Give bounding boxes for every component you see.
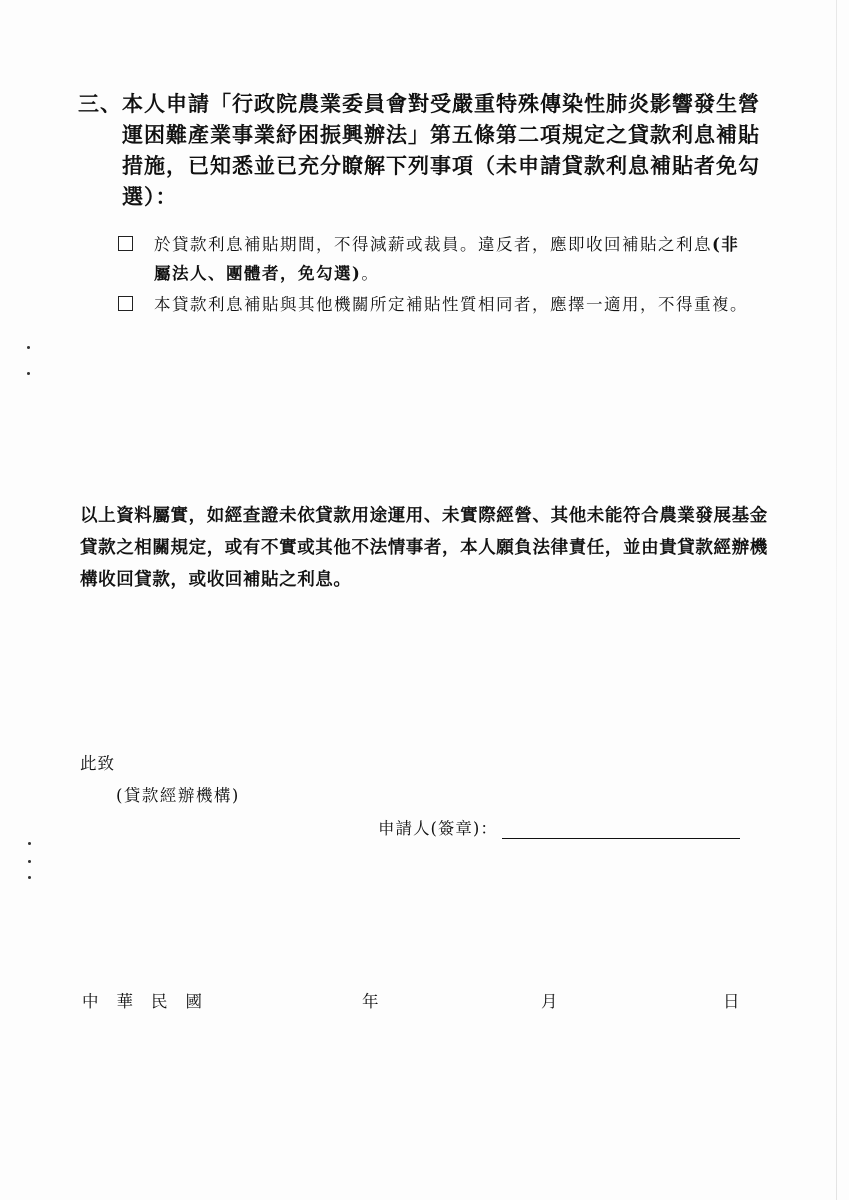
check-item-text: 於貸款利息補貼期間，不得減薪或裁員。違反者，應即收回補貼之利息(非屬法人、團體者，免勾選)。 — [154, 235, 740, 283]
bold-note: (非屬法人、團體者，免勾選) — [154, 235, 740, 283]
checkbox-no-salary-cut[interactable] — [118, 236, 133, 251]
check-item-no-duplicate-subsidy — [118, 290, 748, 319]
signature-label: 申請人(簽章)： — [378, 819, 498, 838]
scan-edge-line — [836, 0, 837, 1200]
check-item-no-salary-cut — [118, 230, 748, 288]
scan-speck — [28, 842, 31, 845]
date-month-label: 月 — [541, 992, 558, 1011]
checkbox-no-duplicate-subsidy[interactable] — [118, 296, 133, 311]
section-three — [78, 88, 768, 321]
section-heading-text: 本人申請「行政院農業委員會對受嚴重特殊傳染性肺炎影響發生營運困難產業事業紓困振興辦法」第五條第二項規定之貸款利息補貼措施，已知悉並已充分瞭解下列事項（未申請貸款利息補貼者免勾選）： — [122, 91, 760, 209]
section-number: 三、 — [78, 91, 122, 116]
recipient: (貸款經辦機構) — [116, 786, 240, 805]
date-day-label: 日 — [723, 992, 740, 1011]
signature-line[interactable] — [502, 818, 740, 839]
scan-speck — [28, 860, 31, 863]
date-era: 中華民國 — [82, 992, 220, 1011]
signature-row — [378, 815, 740, 839]
scan-speck — [27, 346, 30, 349]
declaration-paragraph: 以上資料屬實，如經查證未依貸款用途運用、未實際經營、其他未能符合農業發展基金貸款之相關規定，或有不實或其他不法情事者，本人願負法律責任，並由貴貸款經辦機構收回貸款，或收回補貼之利息。 — [80, 506, 768, 590]
section-three-heading — [78, 88, 768, 212]
checkbox-list — [118, 230, 748, 319]
scan-speck — [27, 372, 30, 375]
salutation: 此致 — [80, 754, 115, 773]
check-item-text: 本貸款利息補貼與其他機關所定補貼性質相同者，應擇一適用，不得重複。 — [154, 295, 748, 314]
date-row — [0, 988, 849, 1012]
date-year-label: 年 — [362, 992, 379, 1011]
scan-speck — [28, 876, 31, 879]
